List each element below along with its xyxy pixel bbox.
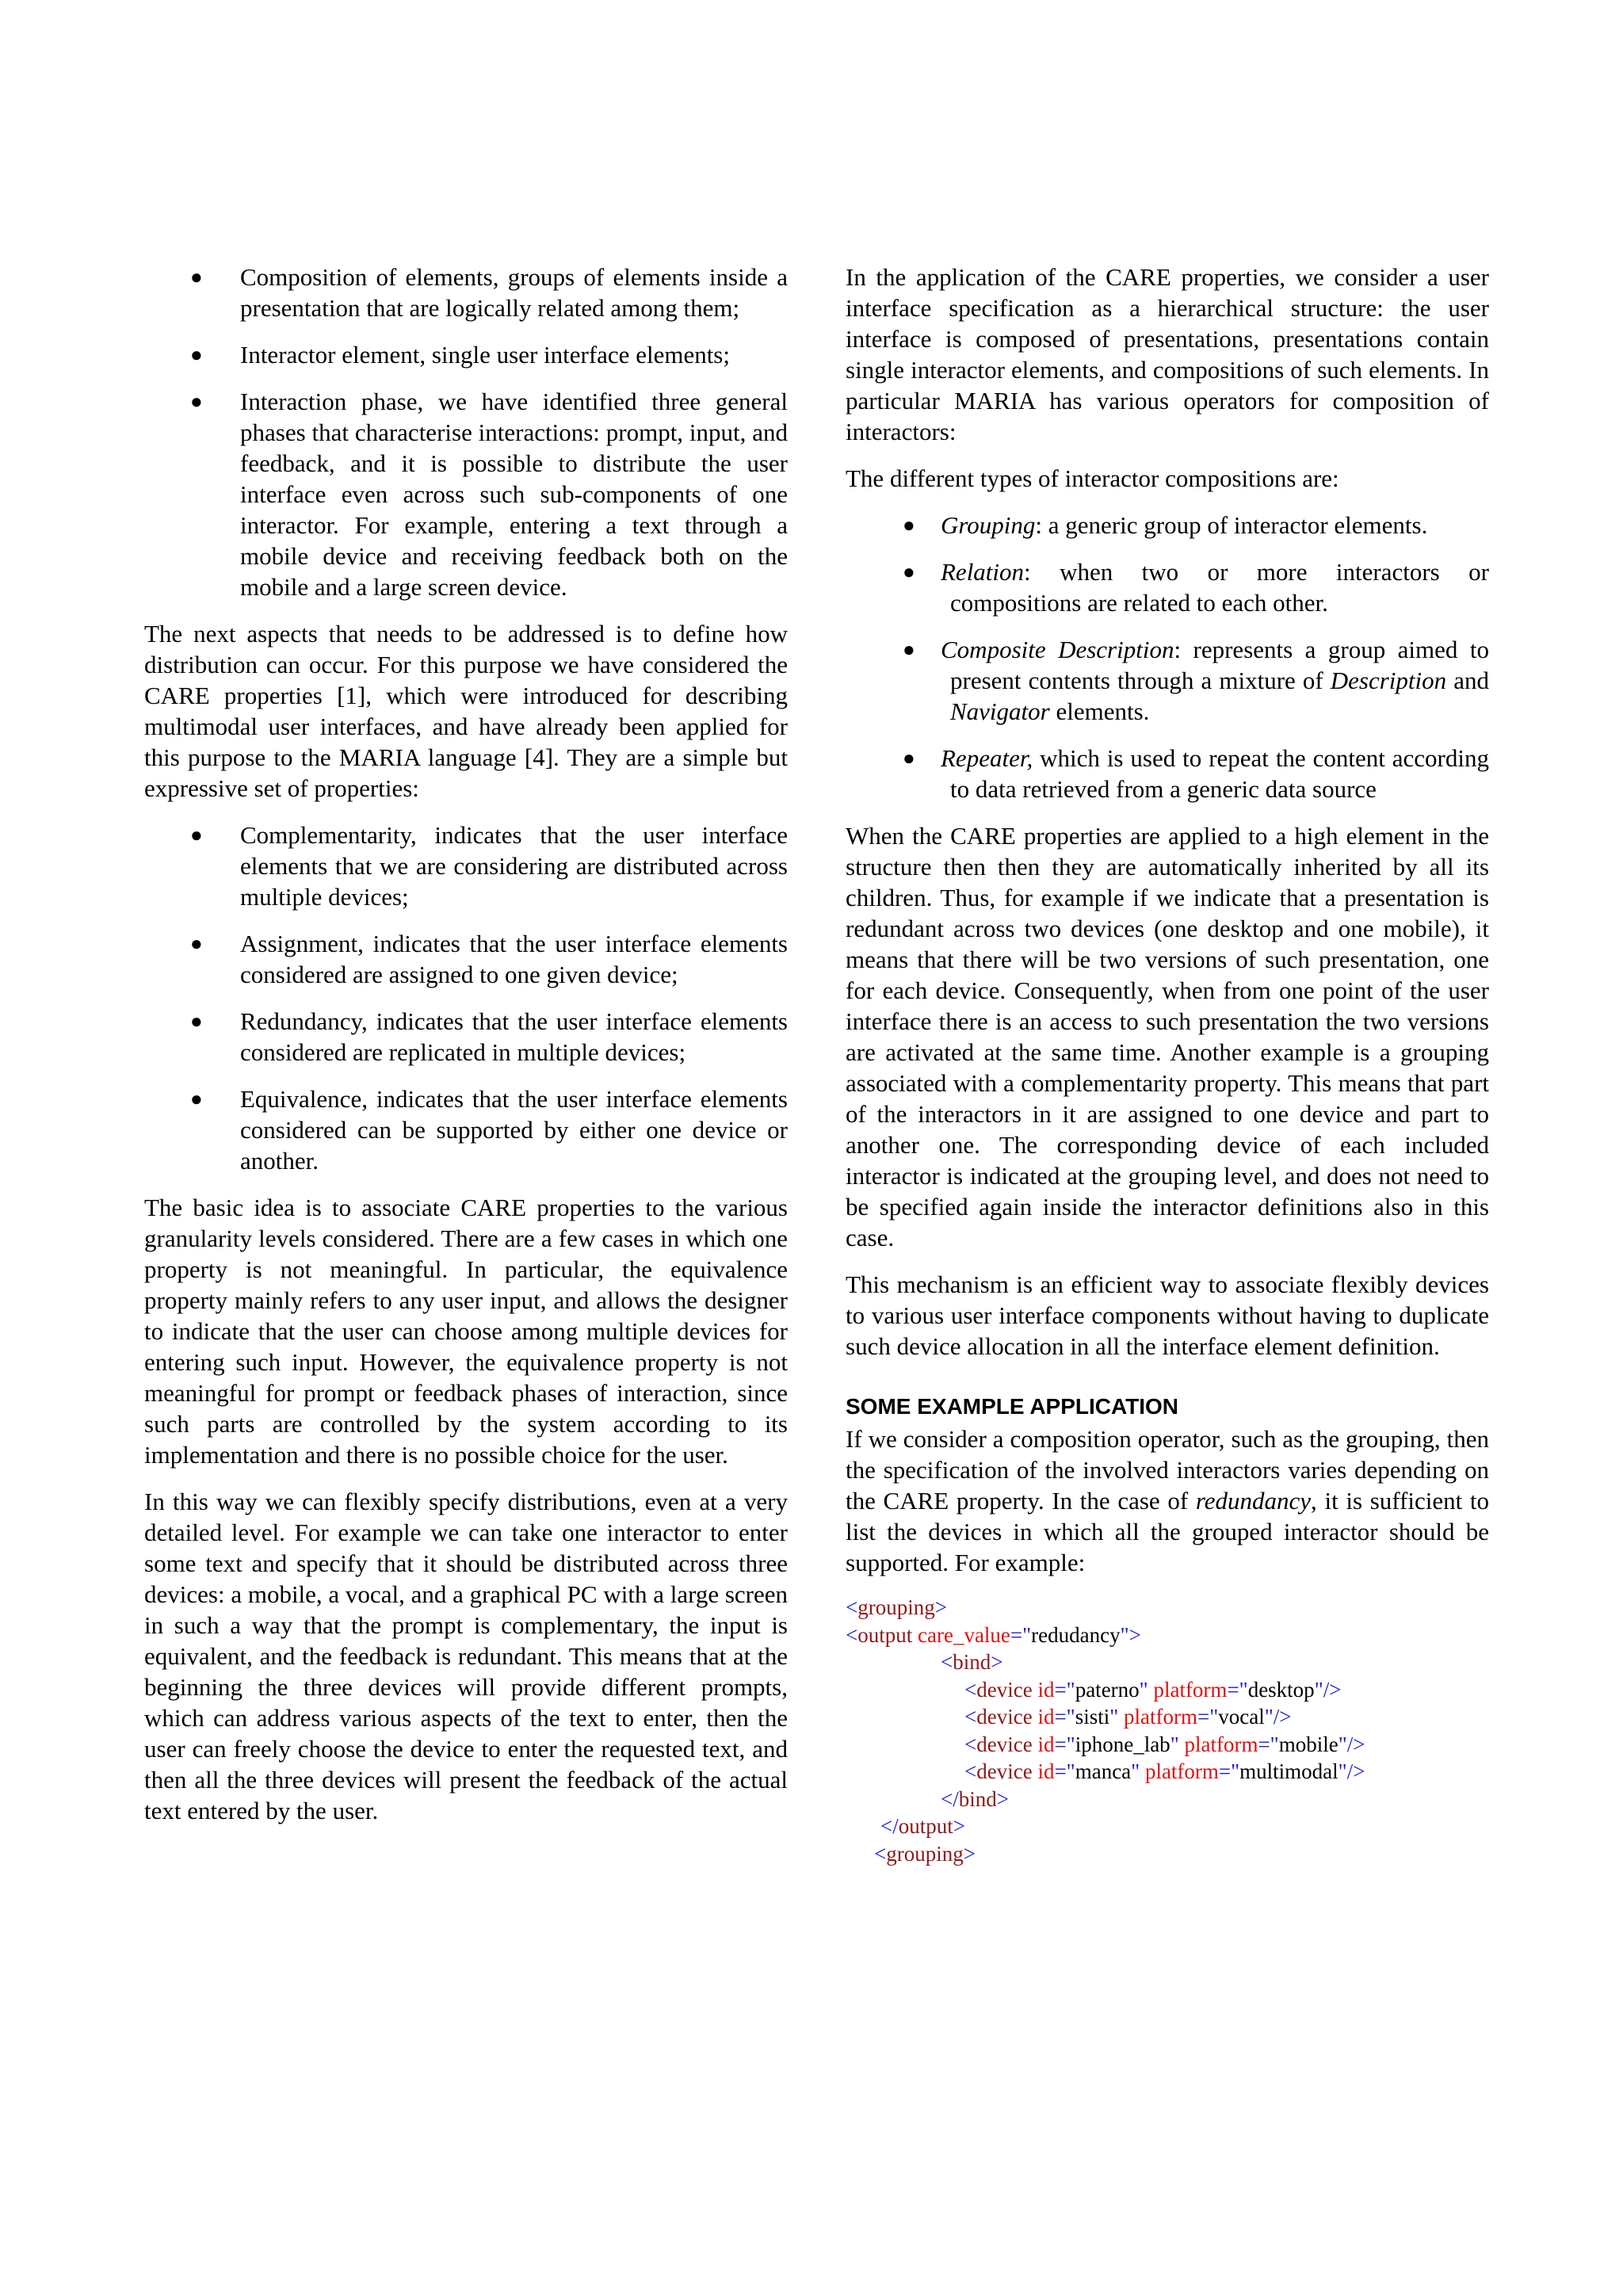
bullet-icon: ● (190, 266, 203, 288)
list-item: ● Redundancy, indicates that the user interface elements considered are replicated in multiple devices; (190, 1007, 788, 1066)
list-item: ● Composite Description: represents a group aimed to present contents through a mixture of Description and Navigator elements. (903, 636, 1489, 725)
code-line: <device id="manca" platform="multimodal"/> (964, 1759, 1365, 1783)
list-item: ● Assignment, indicates that the user interface elements considered are assigned to one given device; (190, 930, 788, 988)
code-line: <device id="sisti" platform="vocal"/> (964, 1705, 1292, 1729)
bullet-icon: ● (190, 823, 203, 846)
granularity-list (144, 262, 788, 602)
paragraph: The basic idea is to associate CARE properties to the various granularity levels considered. There are a few cases in which one property is not meaningful. In particular, the equivalence property mainly refers to any user input, and allows the designer to indicate that the user can choose among multiple devices for entering such input. However, the equivalence property is not meaningful for prompt or feedback phases of interaction, since such parts are controlled by the system according to its implementation and there is no possible choice for the user. (144, 1194, 788, 1469)
right-column (846, 262, 1489, 1867)
bullet-icon: ● (190, 1010, 203, 1033)
section-heading: SOME EXAMPLE APPLICATION (846, 1394, 1179, 1419)
list-item: ● Grouping: a generic group of interactor elements. (903, 511, 1428, 539)
code-listing (846, 1594, 1489, 1867)
left-column (144, 262, 788, 1842)
code-line: <device id="iphone_lab" platform="mobile"/> (964, 1732, 1365, 1756)
code-line: </output> (880, 1814, 965, 1838)
list-item: ● Complementarity, indicates that the user interface elements that we are considering are distributed across multiple devices; (190, 821, 788, 911)
bullet-icon: ● (190, 343, 203, 366)
list-item: ● Equivalence, indicates that the user interface elements considered can be supported by either one device or another. (190, 1085, 788, 1175)
paragraph: When the CARE properties are applied to a high element in the structure then then they are automatically inherited by all its children. Thus, for example if we indicate that a presentation is redundant across two devices (one desktop and one mobile), it means that there will be two versions of such presentation, one for each device. Consequently, when from one point of the user interface there is an access to such presentation the two versions are activated at the same time. Another example is a grouping associated with a complementarity property. This means that part of the interactors in it are assigned to one device and part to another one. The corresponding device of each included interactor is indicated at the grouping level, and does not need to be specified again inside the interactor definitions also in this case. (846, 822, 1489, 1251)
bullet-icon: ● (190, 932, 203, 955)
bullet-icon: ● (190, 390, 203, 413)
composition-types-list (846, 510, 1489, 804)
paragraph: If we consider a composition operator, such as the grouping, then the specification of the involved interactors varies depending on the CARE property. In the case of redundancy, it is sufficient to list the devices in which all the grouped interactor should be supported. For example: (846, 1425, 1489, 1576)
list-item: ● Relation: when two or more interactors or compositions are related to each other. (903, 558, 1489, 617)
paragraph: The different types of interactor compositions are: (846, 464, 1339, 492)
bullet-icon: ● (903, 638, 915, 661)
code-line: <grouping> (874, 1841, 976, 1866)
code-line: <device id="paterno" platform="desktop"/> (964, 1677, 1342, 1702)
bullet-icon: ● (903, 514, 915, 537)
code-line: </bind> (941, 1786, 1009, 1811)
paragraph: In this way we can flexibly specify distributions, even at a very detailed level. For example we can take one interactor to enter some text and specify that it should be distributed across three devices: a mobile, a vocal, and a graphical PC with a large screen in such a way that the prompt is complementary, the input is equivalent, and the feedback is redundant. This means that at the beginning the three devices will provide different prompts, which can address various aspects of the text to enter, then the user can freely choose the device to enter the requested text, and then all the three devices will present the feedback of the actual text entered by the user. (144, 1488, 789, 1824)
bullet-icon: ● (903, 747, 915, 770)
paragraph: In the application of the CARE properties, we consider a user interface specification as a hierarchical structure: the user interface is composed of presentations, presentations contain single interactor elements, and compositions of such elements. In particular MARIA has various operators for composition of interactors: (846, 263, 1489, 445)
paragraph: This mechanism is an efficient way to associate flexibly devices to various user interface components without having to duplicate such device allocation in all the interface element definition. (846, 1270, 1489, 1360)
bullet-icon: ● (190, 1087, 203, 1110)
code-line: <output care_value="redudancy"> (846, 1622, 1141, 1647)
care-properties-list (144, 819, 788, 1176)
bullet-icon: ● (903, 560, 915, 583)
paragraph: The next aspects that needs to be addressed is to define how distribution can occur. For this purpose we have considered the CARE properties [1], which were introduced for describing multimodal user interfaces, and have already been applied for this purpose to the MARIA language [4]. They are a simple but expressive set of properties: (144, 620, 788, 802)
list-item: ● Composition of elements, groups of elements inside a presentation that are logically related among them; (190, 263, 788, 322)
list-item: ● Interaction phase, we have identified three general phases that characterise interactions: prompt, input, and feedback, and it is possible to distribute the user interface even across such sub-components of one interactor. For example, entering a text through a mobile device and receiving feedback both on the mobile and a large screen device. (190, 388, 788, 601)
list-item: ● Interactor element, single user interface elements; (190, 341, 730, 369)
code-line: <grouping> (846, 1595, 947, 1619)
list-item: ● Repeater, which is used to repeat the content according to data retrieved from a generic data source (903, 744, 1489, 803)
code-line: <bind> (941, 1650, 1003, 1674)
